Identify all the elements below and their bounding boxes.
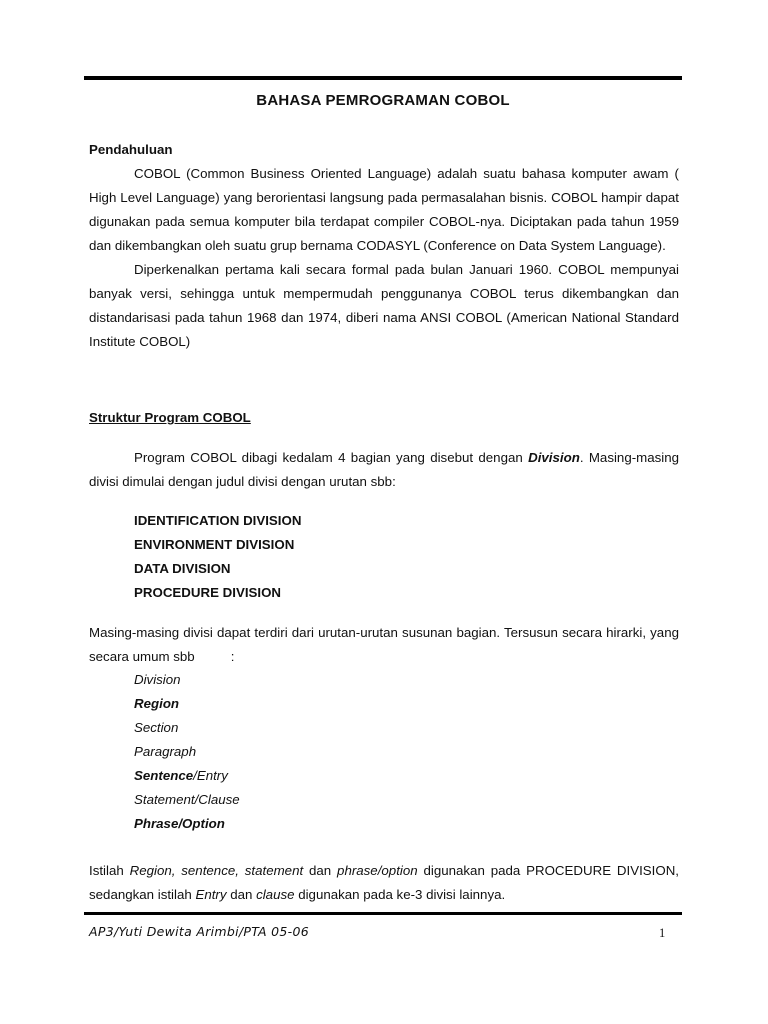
hierarchy-entry-label: /Entry	[193, 768, 228, 783]
structure-heading: Struktur Program COBOL	[89, 410, 251, 425]
hierarchy-item-statement: Statement/Clause	[134, 792, 240, 807]
closing-text: digunakan pada PROCEDURE DIVISION, sedangkan istilah	[89, 863, 679, 902]
hierarchy-sentence-label: Sentence	[134, 768, 194, 783]
division-term: Division	[528, 450, 580, 465]
document-title: BAHASA PEMROGRAMAN COBOL	[256, 92, 510, 109]
division-item: IDENTIFICATION DIVISION	[134, 513, 302, 528]
closing-paragraph	[89, 859, 679, 907]
closing-term: clause	[256, 887, 295, 902]
structure-text-before: Program COBOL dibagi kedalam 4 bagian yang disebut dengan	[134, 450, 529, 465]
intro-heading: Pendahuluan	[89, 142, 173, 157]
division-item: ENVIRONMENT DIVISION	[134, 537, 295, 552]
hierarchy-intro	[89, 621, 679, 669]
intro-paragraph-1: COBOL (Common Business Oriented Language) adalah suatu bahasa komputer awam ( High Level Language) yang berorientasi langsung pada permasalahan bisnis. COBOL hampir dapat digunakan pada semua komputer bila terdapat compiler COBOL-nya. Diciptakan pada tahun 1959 dan dikembangkan oleh suatu grup bernama CODASYL (Conference on Data System Language).	[89, 166, 679, 253]
hierarchy-intro-text: Masing-masing divisi dapat terdiri dari urutan-urutan susunan bagian. Tersusun secara hirarki, yang secara umum sbb	[89, 625, 679, 664]
structure-text-after: . Masing-masing divisi dimulai dengan judul divisi dengan urutan sbb:	[89, 450, 679, 489]
hierarchy-item-section: Section	[134, 720, 179, 735]
hierarchy-item-region: Region	[134, 696, 180, 711]
hierarchy-item-phrase: Phrase/Option	[134, 816, 225, 831]
footer-author: AP3/Yuti Dewita Arimbi/PTA 05-06	[89, 924, 309, 939]
hierarchy-item-paragraph: Paragraph	[134, 744, 197, 759]
page-number: 1	[659, 926, 666, 940]
hierarchy-colon: :	[230, 649, 235, 664]
hierarchy-item-sentence	[134, 764, 240, 788]
closing-term: Entry	[195, 887, 227, 902]
structure-paragraph	[89, 446, 679, 494]
division-item: PROCEDURE DIVISION	[134, 585, 282, 600]
closing-term: phrase/option	[337, 863, 418, 878]
closing-text: Istilah	[89, 863, 130, 878]
intro-paragraph-2: Diperkenalkan pertama kali secara formal pada bulan Januari 1960. COBOL mempunyai banyak versi, sehingga untuk mempermudah penggunanya COBOL terus dikembangkan dan distandarisasi pada tahun 1968 dan 1974, diberi nama ANSI COBOL (American National Standard Institute COBOL)	[89, 262, 679, 349]
closing-text: dan	[303, 863, 338, 878]
structure-section	[89, 406, 679, 430]
intro-section	[89, 138, 679, 354]
closing-term: Region, sentence, statement	[129, 863, 304, 878]
top-rule	[84, 76, 682, 80]
hierarchy-list	[134, 668, 240, 836]
hierarchy-item-division: Division	[134, 672, 181, 687]
division-item: DATA DIVISION	[134, 561, 231, 576]
closing-text: dan	[226, 887, 257, 902]
division-list	[134, 509, 301, 605]
closing-text: digunakan pada ke-3 divisi lainnya.	[294, 887, 506, 902]
bottom-rule	[84, 912, 682, 915]
